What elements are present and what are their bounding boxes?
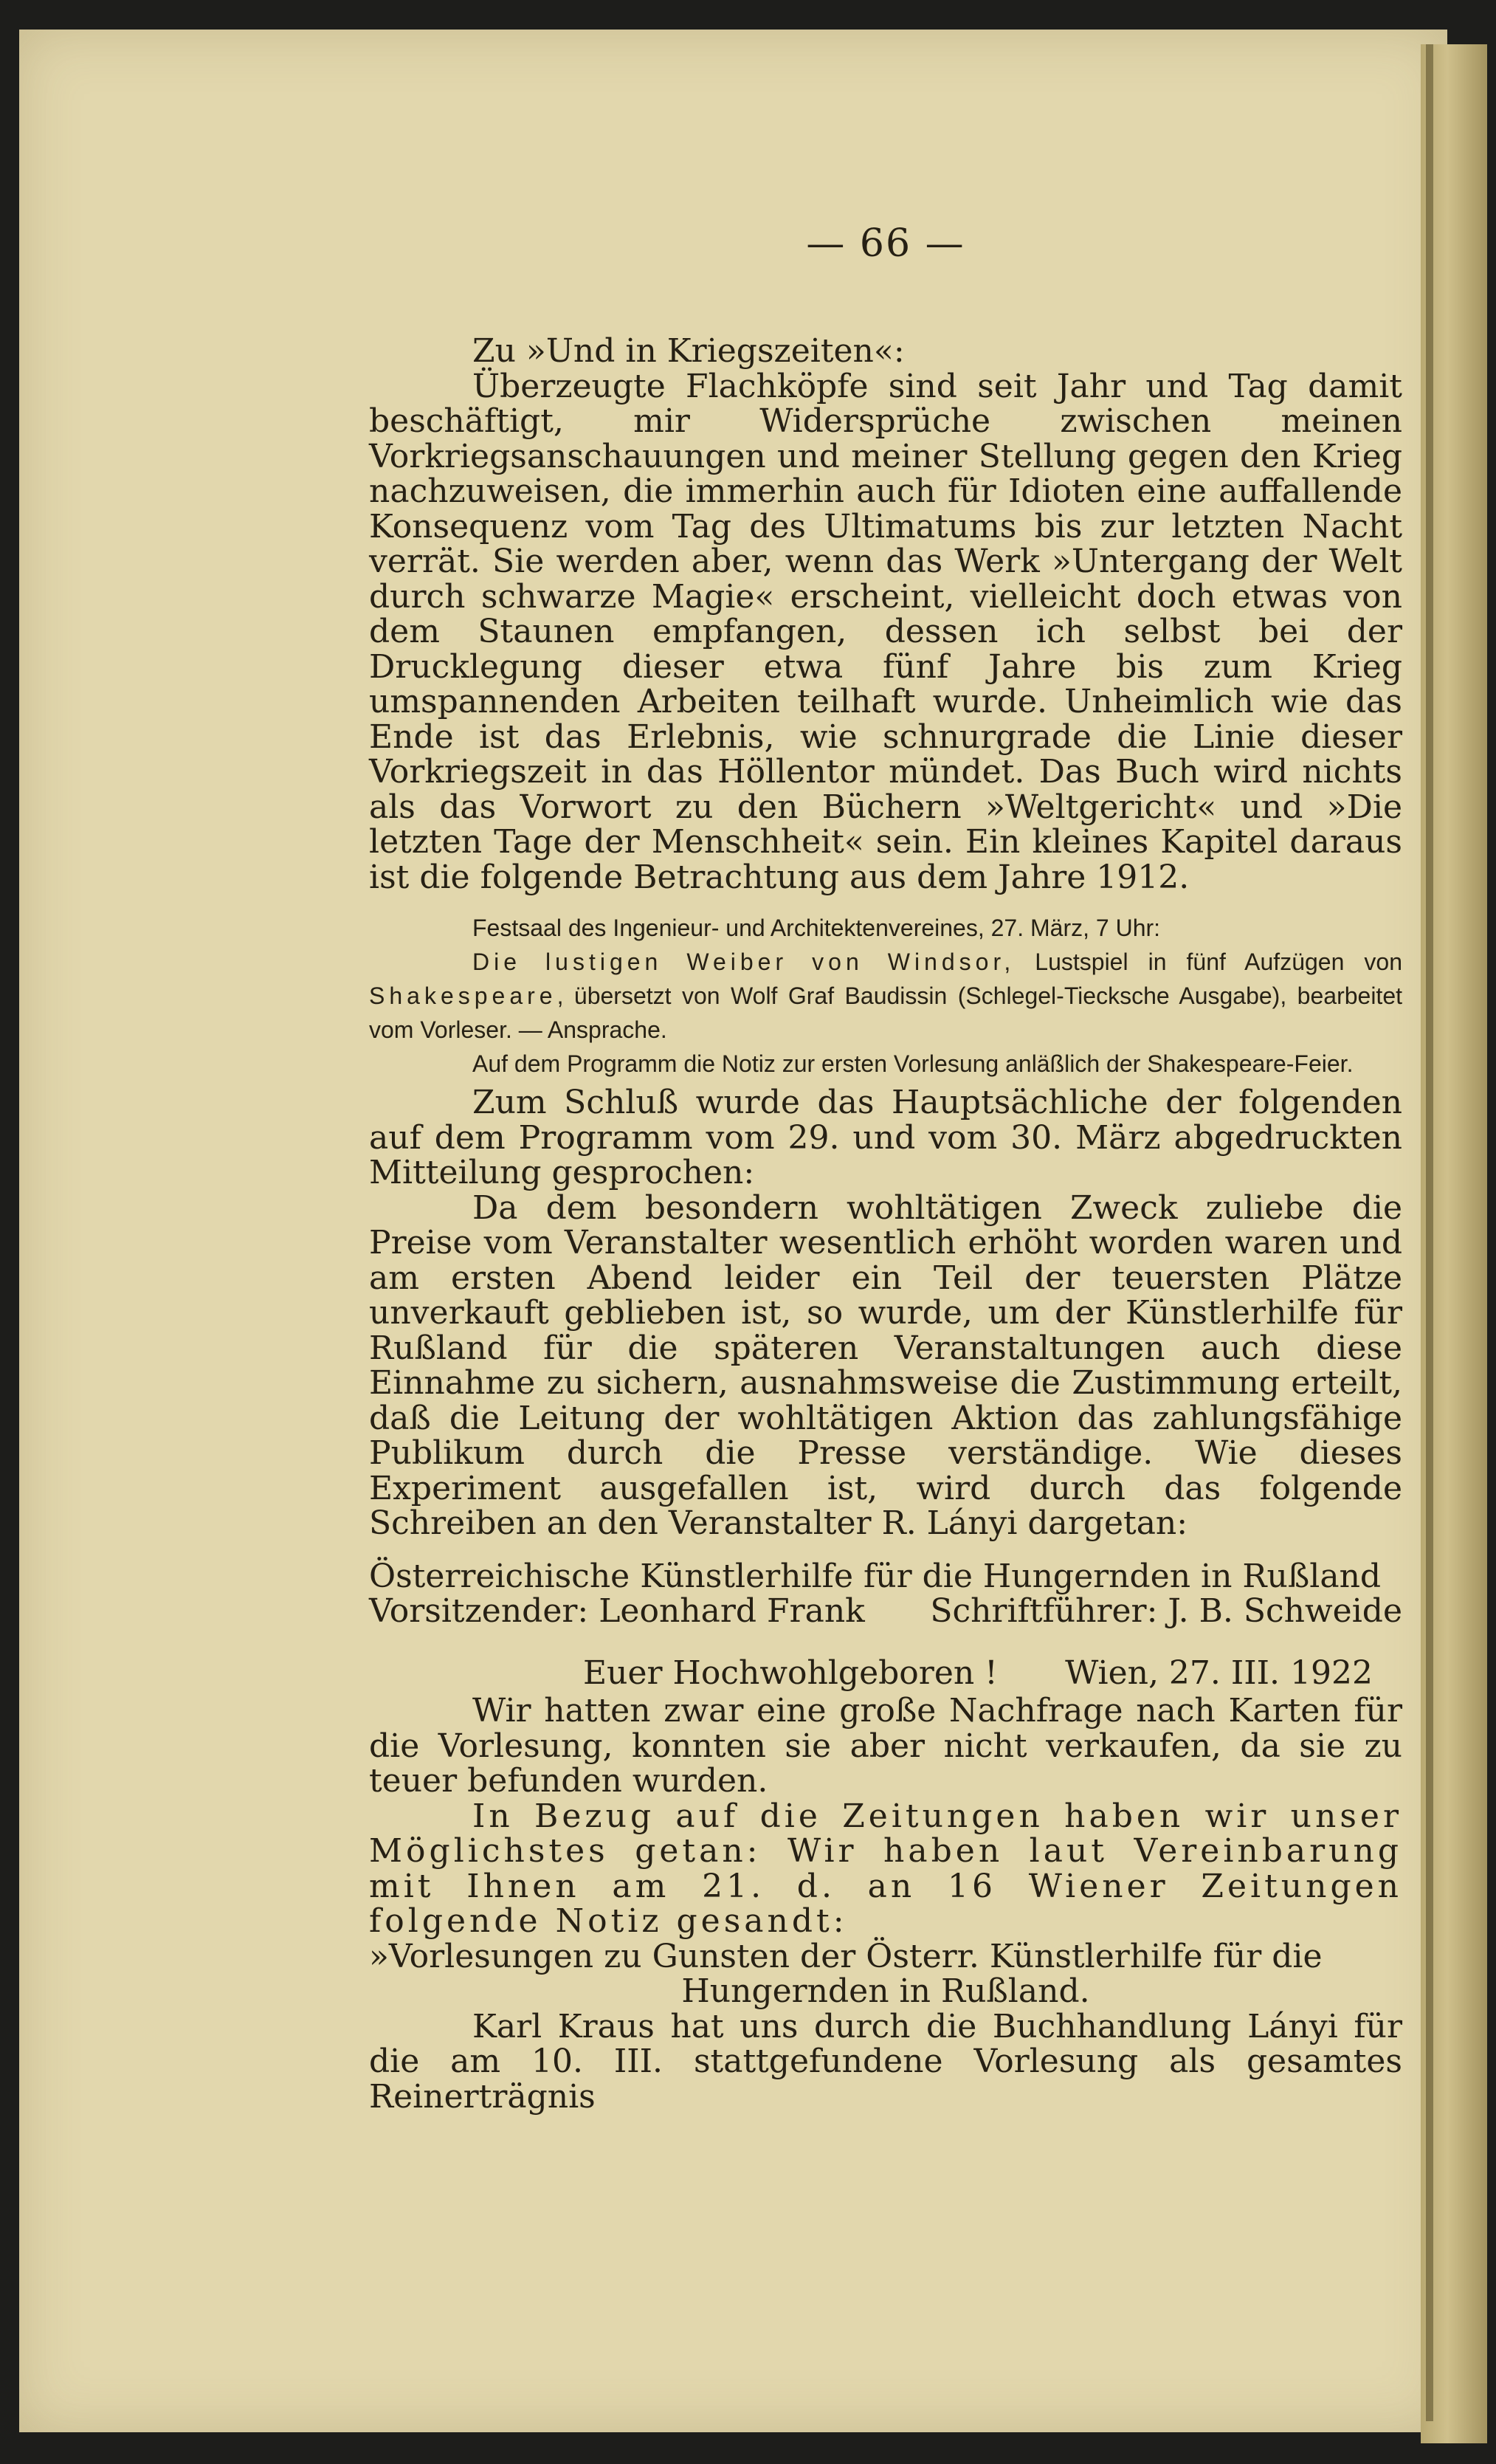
mitteilung-intro: Zum Schluß wurde das Hauptsächliche der folgenden auf dem Programm vom 29. und vom 30. März abgedruckten Mitteilung gesprochen:: [369, 1084, 1402, 1191]
mitteilung-body: Da dem besondern wohltätigen Zweck zuliebe die Preise vom Veranstalter wesentlich erhöht worden waren und am ersten Abend leider ein Teil der teuersten Plätze unverkauft geblieben ist, so wurde, um der Künstlerhilfe für Rußland für die späteren Veranstaltungen auch diese Einnahme zu sichern, ausnahmsweise die Zustimmung erteilt, daß die Leitung der wohltätigen Aktion das zahlungsfähige Publikum durch die Presse verständige. Wie dieses Experiment ausgefallen ist, wird durch das folgende Schreiben an den Veranstalter R. Lányi dargetan:: [369, 1188, 1402, 1542]
letter: [369, 1559, 1402, 2115]
letter-paragraph-2: In Bezug auf die Zeitungen haben wir unser Möglichstes getan: Wir haben laut Vereinbarung mit Ihnen am 21. d. an 16 Wiener Zeitungen folgende Notiz gesandt:: [369, 1797, 1402, 1940]
page-text-upper: [369, 221, 1402, 2114]
section-body: Überzeugte Flachköpfe sind seit Jahr und Tag damit beschäftigt, mir Widersprüche zwischen meinen Vorkriegsanschauungen und meiner Stellung gegen den Krieg nachzuweisen, die immerhin auch für Idioten eine auffallende Konsequenz vom Tag des Ultimatums bis zur letzten Nacht verrät. Sie werden aber, wenn das Werk »Untergang der Welt durch schwarze Magie« erscheint, vielleicht doch etwas von dem Staunen empfangen, dessen ich selbst bei der Drucklegung dieser etwa fünf Jahre bis zum Krieg umspannenden Arbeiten teilhaft wurde. Unheimlich wie das Ende ist das Erlebnis, wie schnurgrade die Linie dieser Vorkriegszeit in das Höllentor mündet. Das Buch wird nichts als das Vorwort zu den Büchern »Weltgericht« und »Die letzten Tage der Menschheit« sein. Ein kleines Kapitel daraus ist die folgende Betrachtung aus dem Jahre 1912.: [369, 367, 1402, 896]
section-mitteilung: [369, 1085, 1402, 1541]
play-details: , übersetzt von Wolf Graf Baudissin (Schlegel-Tiecksche Ausgabe), bearbeitet vom Vorleser. — Ansprache.: [369, 982, 1402, 1043]
letter-quote-line-1: »Vorlesungen zu Gunsten der Österr. Künstlerhilfe für die: [369, 1937, 1323, 1975]
page-number: — 66 —: [806, 221, 965, 266]
letter-chair: Vorsitzender: Leonhard Frank: [369, 1592, 865, 1630]
page-fold-shadow: [1426, 44, 1433, 2421]
letter-paragraph-3: Karl Kraus hat uns durch die Buchhandlung Lányi für die am 10. III. stattgefundene Vorlesung als gesamtes Reinerträgnis: [369, 2007, 1402, 2116]
play-description: Lustspiel in fünf Aufzügen von: [1015, 949, 1403, 975]
letter-quote-line-2: Hungernden in Rußland.: [681, 1972, 1090, 2010]
section-kriegszeiten: [369, 334, 1402, 895]
section-heading: Zu »Und in Kriegszeiten«:: [472, 332, 905, 370]
letter-header: [369, 1653, 1402, 1692]
letter-organization: Österreichische Künstlerhilfe für die Hungernden in Rußland: [369, 1557, 1382, 1595]
play-author: Shakespeare: [369, 982, 557, 1009]
letter-paragraph-1: Wir hatten zwar eine große Nachfrage nach Karten für die Vorlesung, konnten sie aber nicht verkaufen, da sie zu teuer befunden wurden.: [369, 1692, 1402, 1800]
event-note: Auf dem Programm die Notiz zur ersten Vorlesung anläßlich der Shakespeare-Feier.: [472, 1050, 1354, 1077]
event-announcement: [369, 911, 1402, 1081]
event-venue-line: Festsaal des Ingenieur- und Architektenvereines, 27. März, 7 Uhr:: [472, 915, 1161, 941]
letter-secretary: Schriftführer: J. B. Schweide: [930, 1592, 1402, 1630]
letter-greeting: Euer Hochwohlgeboren !: [583, 1653, 998, 1692]
event-program: [369, 945, 1402, 1047]
play-title: Die lustigen Weiber von Windsor,: [472, 949, 1016, 975]
letter-officers: [369, 1594, 1402, 1629]
letter-date: Wien, 27. III. 1922: [1065, 1653, 1373, 1692]
